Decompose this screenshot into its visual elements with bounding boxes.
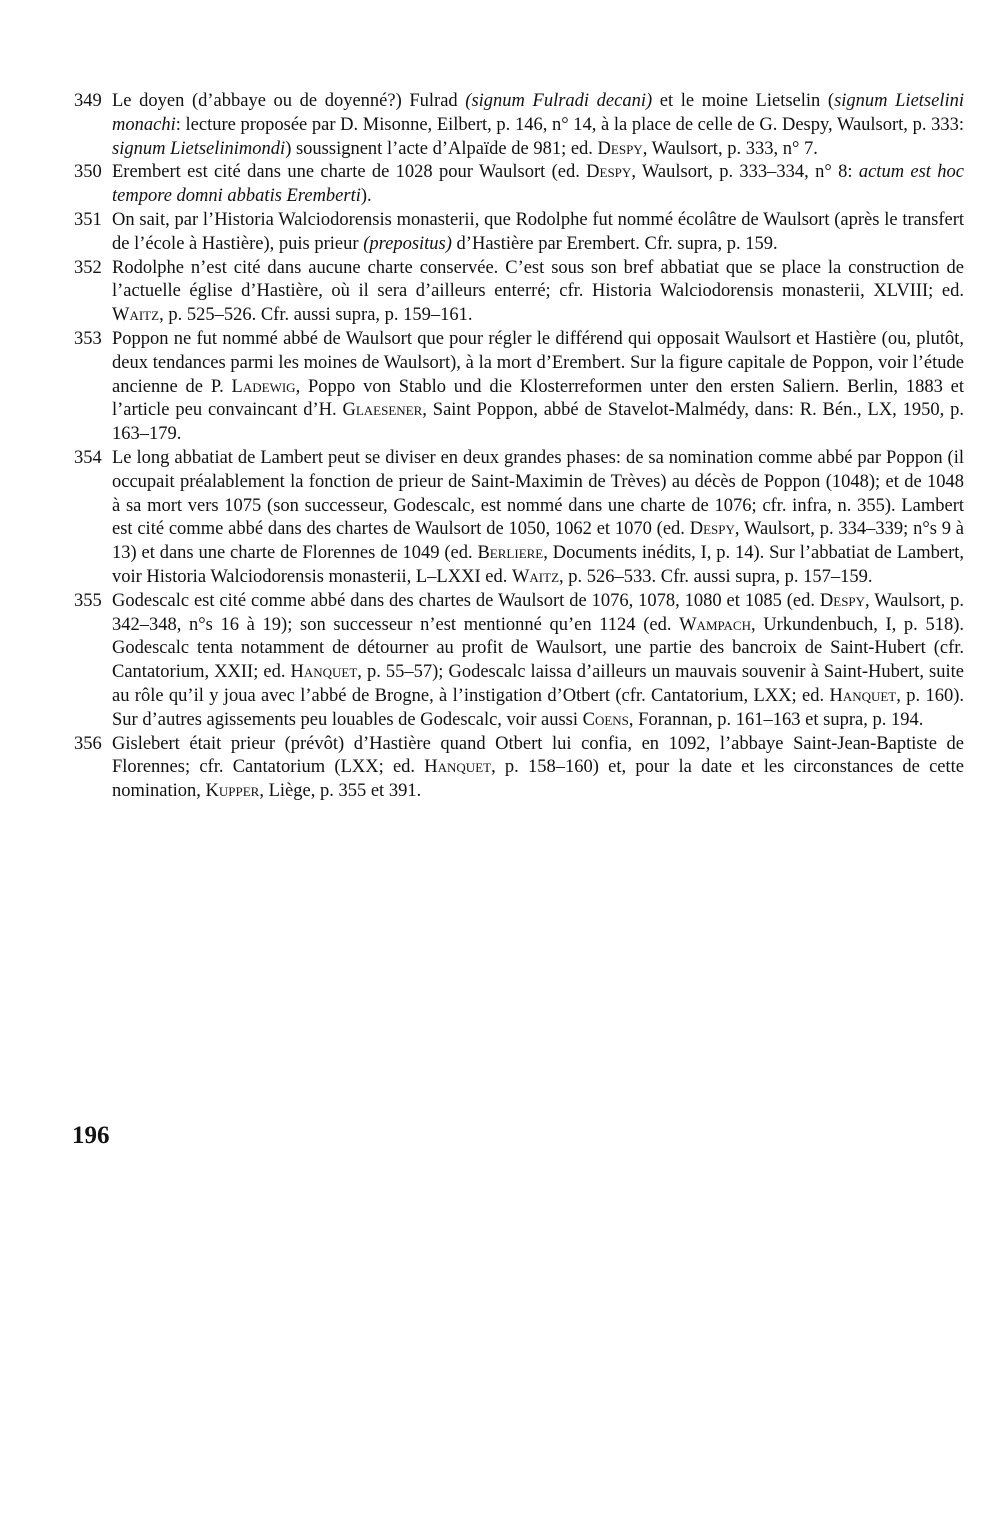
text-run: , p. 526–533. Cfr. aussi supra, p. 157–159. <box>559 566 873 587</box>
footnote-text <box>112 733 964 804</box>
text-run: Godescalc est cité comme abbé dans des chartes de Waulsort de 1076, 1078, 1080 et 1085 (ed. <box>112 590 820 611</box>
text-run: , p. 160). Sur d’autres agissements peu louables de Godescalc, voir aussi <box>112 685 964 730</box>
footnote-353 <box>74 328 964 447</box>
text-run: Erembert est cité dans une charte de 1028 pour Waulsort (ed. <box>112 162 587 183</box>
footnote-number: 353 <box>74 328 102 349</box>
text-run: , p. 55–57); Godescalc laissa d’ailleurs un mauvais souvenir à Saint-Hubert, suite au rôle qu’il y joua avec l’abbé de Brogne, à l’instigation d’Otbert (cfr. Cantatorium, LXX; ed. <box>112 662 964 706</box>
text-run: , Waulsort, p. 342–348, n°s 16 à 19); son successeur n’est mentionné qu’en 1124 (ed. <box>112 590 964 635</box>
footnote-354 <box>74 447 964 590</box>
author-name: Hanquet <box>829 685 897 706</box>
footnote-number: 349 <box>74 91 102 111</box>
italic-citation: signum Lietselinimondi <box>112 138 286 159</box>
author-name: Despy <box>597 138 643 159</box>
author-name: Kupper <box>205 781 260 802</box>
footnote-number: 355 <box>74 590 102 611</box>
text-run: , Forannan, p. 161–163 et supra, p. 194. <box>628 709 924 730</box>
text-run: Le doyen (d’abbaye ou de doyenné?) Fulrad <box>112 91 466 111</box>
footnote-number: 356 <box>74 733 102 754</box>
text-run: , Urkundenbuch, I, p. 518). Godescalc tenta notamment de détourner au profit de Waulsort, une partie des bancroix de Saint-Hubert (cfr. Cantatorium, XXII; ed. <box>112 614 964 683</box>
footnote-355 <box>74 590 964 733</box>
footnote-text <box>112 209 964 257</box>
text-run: Gislebert était prieur (prévôt) d’Hastière quand Otbert lui confia, en 1092, l’abbaye Saint-Jean-Baptiste de Florennes; cfr. Cantatorium (LXX; ed. <box>112 733 964 778</box>
text-run: et le moine Lietselin ( <box>652 91 835 111</box>
text-run: Le long abbatiat de Lambert peut se diviser en deux grandes phases: de sa nomination comme abbé par Poppon (il occupait préalablement la fonction de prieur de Saint-Maximin de Trèves) au décès de Poppon (1048); et de 1048 à sa mort vers 1075 (son successeur, Godescalc, est nommé dans une charte de 1076; cfr. infra, n. 355). Lambert est cité comme abbé dans des chartes de Waulsort de 1050, 1062 et 1070 (ed. <box>112 447 964 540</box>
text-run: , Poppo von Stablo und die Klosterreformen unter den ersten Saliern. Berlin, 1883 et l’article peu convaincant d’H. <box>112 376 964 421</box>
footnote-350 <box>74 161 964 209</box>
author-name: Despy <box>586 162 632 183</box>
italic-citation: (signum Fulradi decani) <box>465 91 653 111</box>
footnote-356 <box>74 733 964 804</box>
footnotes-list <box>74 90 964 804</box>
footnote-text <box>112 447 964 590</box>
footnote-text <box>112 328 964 447</box>
author-name: Hanquet <box>290 662 358 683</box>
footnote-349 <box>74 90 964 161</box>
text-run: : lecture proposée par D. Misonne, Eilbert, p. 146, n° 14, à la place de celle de G. Despy, Waulsort, p. 333: <box>175 114 964 135</box>
text-run: Rodolphe n’est cité dans aucune charte conservée. C’est sous son bref abbatiat que se place la construction de l’actuelle église d’Hastière, où il sera d’ailleurs enterré; cfr. Historia Walciodorensis monasterii, XLVIII; ed. <box>112 257 964 302</box>
footnote-text <box>112 590 964 733</box>
author-name: Waitz <box>511 566 560 587</box>
text-run: , Liège, p. 355 et 391. <box>259 781 422 802</box>
footnote-352 <box>74 257 964 328</box>
footnote-text <box>112 161 964 209</box>
text-run: , Documents inédits, I, p. 14). Sur l’abbatiat de Lambert, voir Historia Walciodorensis monasterii, L–LXXI ed. <box>112 543 965 587</box>
text-run: , p. 158–160) et, pour la date et les circonstances de cette nomination, <box>112 757 964 802</box>
footnote-text <box>112 257 964 328</box>
footnote-number: 350 <box>74 162 102 183</box>
text-run: , Waulsort, p. 334–339; n°s 9 à 13) et dans une charte de Florennes de 1049 (ed. <box>112 519 964 564</box>
author-name: Berliere <box>477 543 544 564</box>
author-name: Coens <box>582 709 629 730</box>
italic-citation: (prepositus) <box>363 233 452 254</box>
text-run: ). <box>360 186 372 207</box>
text-run: On sait, par l’Historia Walciodorensis monasterii, que Rodolphe fut nommé écolâtre de Waulsort (après le transfert de l’école à Hastière), puis prieur <box>112 209 964 254</box>
footnote-number: 354 <box>74 447 102 468</box>
author-name: Glaesener <box>342 400 423 421</box>
author-name: Despy <box>689 519 735 540</box>
author-name: Despy <box>819 590 866 611</box>
footnote-number: 351 <box>74 209 102 230</box>
text-run: , p. 525–526. Cfr. aussi supra, p. 159–161. <box>159 305 473 326</box>
author-name: Hanquet <box>424 757 492 778</box>
footnote-number: 352 <box>74 257 102 278</box>
text-run: , Waulsort, p. 333–334, n° 8: <box>631 162 859 183</box>
author-name: Ladewig <box>231 376 296 397</box>
text-run: d’Hastière par Erembert. Cfr. supra, p. 159. <box>451 233 778 254</box>
text-run: , Waulsort, p. 333, n° 7. <box>642 138 818 159</box>
text-run: , Saint Poppon, abbé de Stavelot-Malmédy, dans: R. Bén., LX, 1950, p. 163–179. <box>112 400 964 445</box>
text-run: Poppon ne fut nommé abbé de Waulsort que pour régler le différend qui opposait Waulsort et Hastière (ou, plutôt, deux tendances parmi les moines de Waulsort), à la mort d’Erembert. Sur la figure capitale de Poppon, voir l’étude ancienne de P. <box>112 328 964 397</box>
author-name: Waitz <box>112 305 160 326</box>
footnote-351 <box>74 209 964 257</box>
page-number: 196 <box>72 1122 110 1149</box>
footnote-text <box>112 90 964 161</box>
italic-citation: signum Lietselini monachi <box>112 91 965 135</box>
italic-citation: actum est hoc tempore domni abbatis Eremberti <box>112 162 964 207</box>
text-run: ) soussignent l’acte d’Alpaïde de 981; ed. <box>285 138 598 159</box>
author-name: Wampach <box>679 614 751 635</box>
